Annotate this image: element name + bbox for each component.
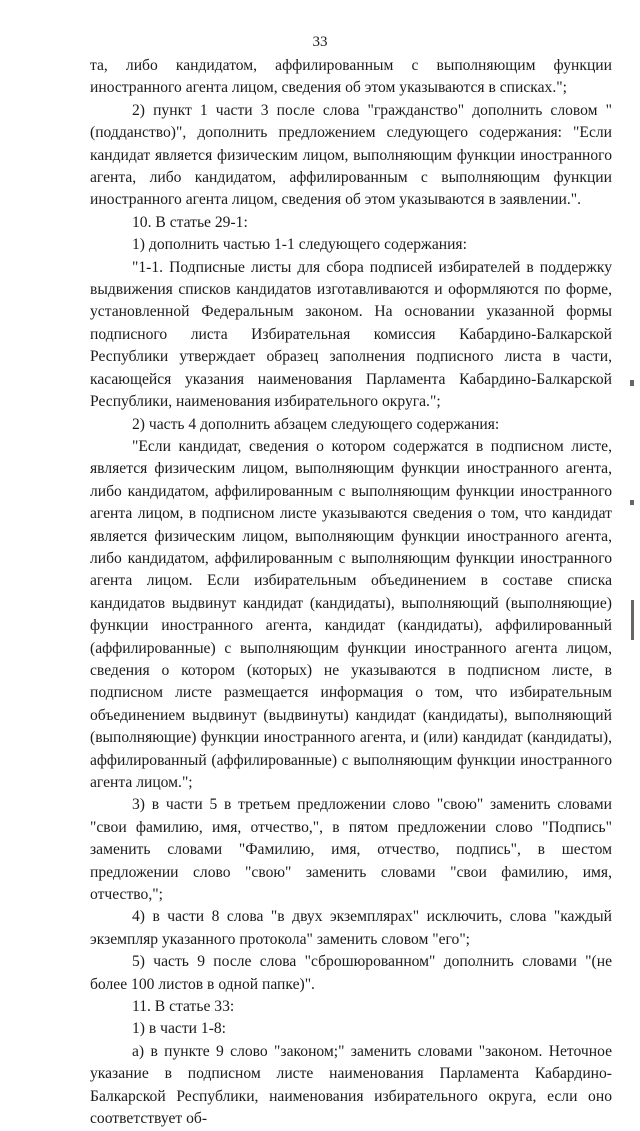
paragraph: 5) часть 9 после слова "сброшюрованном" дополнить словами "(не более 100 листов в одной папке)". bbox=[90, 953, 612, 993]
paragraph: "Если кандидат, сведения о котором содержатся в подписном листе, является физическим лицом, выполняющим функции иностранного агента, либо кандидатом, аффилированным с выполняющим функции иностранного агента лицом, в подписном листе указываются сведения о том, что кандидат является физическим лицом, выполняющим функции иностранного агента, либо кандидатом, аффилированным с выполняющим функции иностранного агента лицом. Если избирательным объединением в составе списка кандидатов выдвинут кандидат (кандидаты), выполняющий (выполняющие) функции иностранного агента, кандидат (кандидаты), аффилированный (аффилированные) с выполняющим функции иностранного агента лицом, сведения о котором (которых) не указываются в подписном листе, в подписном листе размещается информация о том, что избирательным объединением выдвинут (выдвинуты) кандидат (кандидаты), выполняющий (выполняющие) функции иностранного агента, и (или) кандидат (кандидаты), аффилированный (аффилированные) с выполняющим функции иностранного агента лицом."; bbox=[90, 437, 612, 791]
document-body bbox=[90, 55, 612, 1131]
paragraph: "1-1. Подписные листы для сбора подписей избирателей в поддержку выдвижения списков кандидатов изготавливаются и оформляются по форме, установленной Федеральным законом. На основании указанной формы подписного листа Избирательная комиссия Кабардино-Балкарской Республики утверждает образец заполнения подписного листа в части, касающейся указания наименования Парламента Кабардино-Балкарской Республики, наименования избирательного округа."; bbox=[90, 258, 612, 411]
paragraph: 1) в части 1-8: bbox=[132, 1020, 227, 1038]
scan-margin-mark bbox=[631, 600, 634, 640]
paragraph: 4) в части 8 слова "в двух экземплярах" исключить, слова "каждый экземпляр указанного протокола" заменить словом "его"; bbox=[90, 908, 612, 948]
paragraph: та, либо кандидатом, аффилированным с выполняющим функции иностранного агента лицом, сведения об этом указываются в списках."; bbox=[90, 57, 612, 97]
paragraph: 2) пункт 1 части 3 после слова "гражданство" дополнить словом "(подданство)", дополнить предложением следующего содержания: "Если кандидат является физическим лицом, выполняющим функции иностранного агента, либо кандидатом, аффилированным с выполняющим функции иностранного агента лицом, сведения об этом указываются в заявлении.". bbox=[90, 101, 612, 209]
paragraph: 3) в части 5 в третьем предложении слово "свою" заменить словами "свои фамилию, имя, отчество,", в пятом предложении слово "Подпись" заменить словами "Фамилию, имя, отчество, подпись", в шестом предложении слово "свою" заменить словами "свои фамилию, имя, отчество,"; bbox=[90, 796, 612, 904]
scan-margin-mark bbox=[630, 380, 634, 386]
page-number: 33 bbox=[312, 34, 328, 50]
paragraph: а) в пункте 9 слово "законом;" заменить словами "законом. Неточное указание в подписном листе наименования Парламента Кабардино-Балкарской Республики, наименования избирательного округа, если оно соответствует об- bbox=[90, 1042, 612, 1128]
paragraph: 1) дополнить частью 1-1 следующего содержания: bbox=[132, 236, 467, 254]
scan-margin-mark bbox=[630, 500, 634, 505]
paragraph: 2) часть 4 дополнить абзацем следующего содержания: bbox=[132, 415, 500, 433]
paragraph: 10. В статье 29-1: bbox=[132, 213, 248, 231]
paragraph: 11. В статье 33: bbox=[132, 998, 235, 1016]
